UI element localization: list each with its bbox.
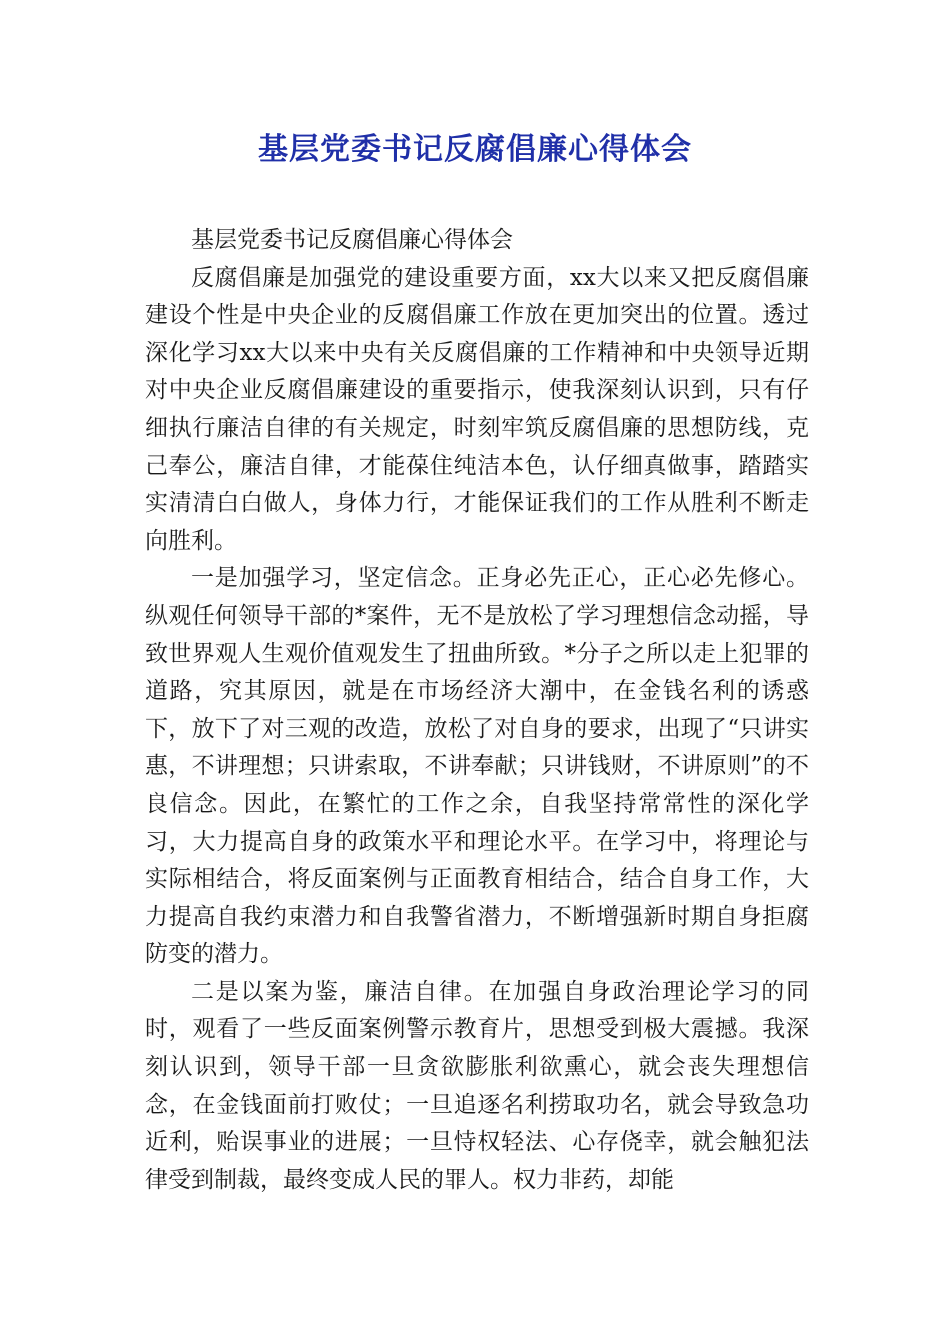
document-title: 基层党委书记反腐倡廉心得体会 — [258, 132, 692, 167]
body-paragraph: 基层党委书记反腐倡廉心得体会 — [191, 227, 513, 253]
document-body — [145, 222, 809, 1199]
body-paragraph: 反腐倡廉是加强党的建设重要方面，xx大以来又把反腐倡廉建设个性是中央企业的反腐倡廉工作放在更加突出的位置。透过深化学习xx大以来中央有关反腐倡廉的工作精神和中央领导近期对中央企业反腐倡廉建设的重要指示，使我深刻认识到，只有仔细执行廉洁自律的有关规定，时刻牢筑反腐倡廉的思想防线，克己奉公，廉洁自律，才能葆住纯洁本色，认仔细真做事，踏踏实实清清白白做人，身体力行，才能保证我们的工作从胜利不断走向胜利。 — [145, 264, 809, 554]
body-paragraph: 一是加强学习，坚定信念。正身必先正心，正心必先修心。纵观任何领导干部的*案件，无不是放松了学习理想信念动摇，导致世界观人生观价值观发生了扭曲所致。*分子之所以走上犯罪的道路，究其原因，就是在市场经济大潮中，在金钱名利的诱惑下，放下了对三观的改造，放松了对自身的要求，出现了“只讲实惠，不讲理想；只讲索取，不讲奉献；只讲钱财，不讲原则”的不良信念。因此，在繁忙的工作之余，自我坚持常常性的深化学习，大力提高自身的政策水平和理论水平。在学习中，将理论与实际相结合，将反面案例与正面教育相结合，结合自身工作，大力提高自我约束潜力和自我警省潜力，不断增强新时期自身拒腐防变的潜力。 — [145, 565, 809, 968]
body-paragraph: 二是以案为鉴，廉洁自律。在加强自身政治理论学习的同时，观看了一些反面案例警示教育片，思想受到极大震撼。我深刻认识到，领导干部一旦贪欲膨胀利欲熏心，就会丧失理想信念，在金钱面前打败仗；一旦追逐名利捞取功名，就会导致急功近利，贻误事业的进展；一旦恃权轻法、心存侥幸，就会触犯法律受到制裁，最终变成人民的罪人。权力非药，却能 — [145, 978, 809, 1193]
